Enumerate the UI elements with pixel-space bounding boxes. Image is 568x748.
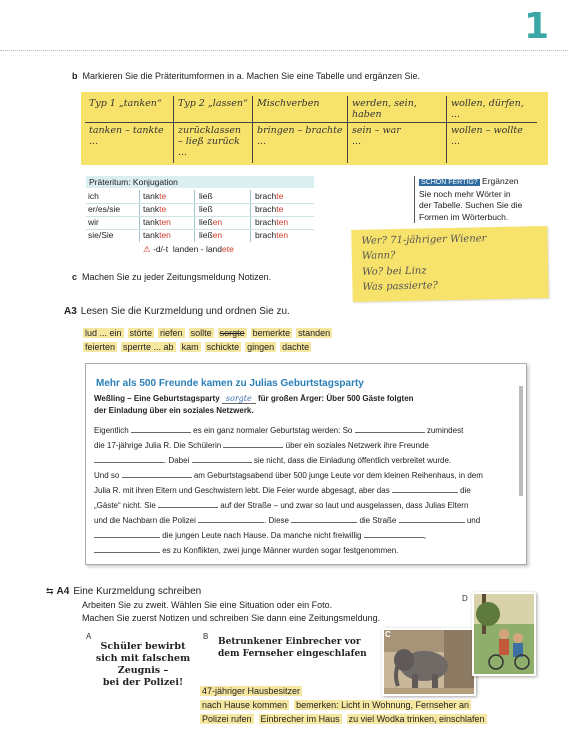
table-cell: zurücklassen – ließ zurück ... <box>174 123 253 164</box>
schon-fertig-box: SCHON FERTIG? Ergänzen Sie noch mehr Wörter in der Tabelle. Suchen Sie die Formen im Wörterbuch. <box>414 176 559 223</box>
conj-form: ließ <box>199 204 213 214</box>
header-divider <box>0 50 568 51</box>
table-cell: bringen – brachte ... <box>253 123 348 164</box>
note-item: Einbrecher im Haus <box>260 714 340 724</box>
news-article: Mehr als 500 Freunde kamen zu Julias Geburtstagsparty Weßling – Eine Geburtstagsparty sorgte für großen Ärger: Über 500 Gäste folgten der Einladung über ein soziales Netzwerk. Eigentlich es ein ganz normaler Geburtstag werden: So zumindest die 17-jährige Julia R. Die Schülerin über ein soziales Netzwerk ihre Freunde . Dabei sie nicht, dass die Einladung öffentlich verbreitet wurde. Und so am Geburtstagsabend über 500 junge Leute vor dem kleinen Reihenhaus, in dem Julia R. mit ihren Eltern und Geschwistern lebt. Die Feier wurde abgesagt, aber das die „Gäste“ nicht. Sie auf der Straße – und zwar so laut und ausgelassen, dass Julias Eltern und die Nachbarn die Polizei . Diese die Straße und die jungen Leute nach Hause. Da manche nicht freiwillig , es zu Konflikten, zwei junge Männer wurden sogar festgenommen. <box>85 363 527 565</box>
conj-form: tankten <box>143 217 171 227</box>
option-d-label: D <box>462 594 468 603</box>
note-item: nach Hause kommen <box>202 700 288 710</box>
conj-form: ließ <box>199 191 213 201</box>
notes-list <box>200 684 487 726</box>
option-a-card[interactable]: Schüler bewirbt sich mit falschem Zeugnis – bei der Polizei! <box>95 641 191 688</box>
conj-form: brachten <box>255 217 289 227</box>
article-line: Und so am Geburtstagsabend über 500 junge Leute vor dem kleinen Reihenhaus, in dem <box>94 471 483 480</box>
blank-field[interactable] <box>122 469 192 478</box>
note-item: 47-jähriger Hausbesitzer <box>202 686 301 696</box>
table-header-werden: werden, sein, haben <box>348 96 447 123</box>
article-line: Julia R. mit ihren Eltern und Geschwistern lebt. Die Feier wurde abgesagt, aber das die <box>94 486 471 495</box>
word: sollte <box>190 328 212 338</box>
conj-form: tankten <box>143 230 171 240</box>
task-b-text: Markieren Sie die Präteritumformen in a. Machen Sie eine Tabelle und ergänzen Sie. <box>82 71 421 81</box>
a4-title: Eine Kurzmeldung schreiben <box>73 586 202 597</box>
table-cell: tanken – tankte ... <box>85 123 174 164</box>
word: lud ... ein <box>85 328 122 338</box>
table-header-mischverben: Mischverben <box>253 96 348 123</box>
article-line: die 17-jährige Julia R. Die Schülerin über ein soziales Netzwerk ihre Freunde <box>94 441 429 450</box>
task-b-instruction <box>72 71 420 81</box>
note-item: Polizei rufen <box>202 714 252 724</box>
conj-form: tankte <box>143 204 167 214</box>
word: riefen <box>160 328 183 338</box>
word: bemerkte <box>252 328 291 338</box>
blank-field[interactable] <box>223 439 283 448</box>
blank-field[interactable] <box>94 544 160 553</box>
conj-form: brachte <box>255 204 284 214</box>
note-item: zu viel Wodka trinken, einschlafen <box>348 714 485 724</box>
a4-heading <box>46 586 201 597</box>
conj-form: ließen <box>199 217 223 227</box>
article-line: die jungen Leute nach Hause. Da manche nicht freiwillig , <box>94 529 426 540</box>
word: dachte <box>282 342 310 352</box>
blank-field[interactable] <box>392 484 458 493</box>
option-c-label: C <box>385 630 391 639</box>
article-lead: Weßling – Eine Geburtstagsparty sorgte für großen Ärger: Über 500 Gäste folgten <box>94 394 414 403</box>
example-fill: sorgte <box>222 394 256 404</box>
table-header-wollen: wollen, dürfen, ... <box>447 96 538 123</box>
conj-form: tankte <box>143 191 167 201</box>
a3-heading <box>64 306 290 317</box>
table-header-typ1: Typ 1 „tanken“ <box>85 96 174 123</box>
blank-field[interactable] <box>131 424 191 433</box>
blank-field[interactable] <box>94 454 164 463</box>
word: schickte <box>206 342 240 352</box>
blank-field[interactable] <box>192 454 252 463</box>
table-header-typ2: Typ 2 „lassen“ <box>174 96 253 123</box>
children-image <box>474 594 534 674</box>
a4-number: A4 <box>56 586 70 597</box>
article-line: . Dabei sie nicht, dass die Einladung öffentlich verbreitet wurde. <box>94 454 451 465</box>
a3-number: A3 <box>64 306 77 317</box>
partner-work-icon: ⇆ <box>46 586 54 596</box>
article-line: es zu Konflikten, zwei junge Männer wurden sogar festgenommen. <box>94 544 398 555</box>
blank-field[interactable] <box>94 529 160 538</box>
pronoun: ich <box>88 191 99 201</box>
schon-fertig-badge: SCHON FERTIG? <box>421 179 478 186</box>
option-b-card[interactable]: Betrunkener Einbrecher vor dem Fernseher eingeschlafen <box>218 637 367 659</box>
task-b-letter: b <box>72 71 78 81</box>
blank-field[interactable] <box>291 514 357 523</box>
word: störte <box>129 328 153 338</box>
page-number: 1 <box>524 6 550 47</box>
blank-field[interactable] <box>198 514 264 523</box>
warning-icon: ⚠ <box>143 244 151 254</box>
word: gingen <box>247 342 275 352</box>
table-cell: wollen – wollte ... <box>451 125 523 147</box>
blank-field[interactable] <box>355 424 425 433</box>
option-a-label: A <box>86 632 92 641</box>
blank-field[interactable] <box>399 514 465 523</box>
verb-type-table <box>81 92 548 165</box>
option-d-photo[interactable] <box>472 592 536 676</box>
word: kam <box>181 342 199 352</box>
conj-form: ließen <box>199 230 223 240</box>
conjugation-table <box>86 190 314 256</box>
conjugation-note: ⚠ -d/-t landen - landete <box>143 244 234 254</box>
word-bank <box>83 326 350 354</box>
a3-title: Lesen Sie die Kurzmeldung und ordnen Sie zu. <box>80 306 290 317</box>
task-c-instruction: c Machen Sie zu jeder Zeitungsmeldung Notizen. <box>72 272 272 282</box>
note-item: bemerken: Licht in Wohnung, Fernseher an <box>296 700 469 710</box>
blank-field[interactable] <box>158 499 218 508</box>
article-title: Mehr als 500 Freunde kamen zu Julias Geburtstagsparty <box>96 378 364 389</box>
table-cell: sein – war ... <box>348 123 447 164</box>
conj-form: brachten <box>255 230 289 240</box>
blank-field[interactable] <box>364 529 424 538</box>
word: standen <box>298 328 331 338</box>
article-line: Eigentlich es ein ganz normaler Geburtstag werden: So zumindest <box>94 426 464 435</box>
word: feierten <box>85 342 116 352</box>
conj-form: brachte <box>255 191 284 201</box>
scrollbar[interactable] <box>519 386 523 496</box>
article-line: „Gäste“ nicht. Sie auf der Straße – und zwar so laut und ausgelassen, dass Julias Eltern <box>94 501 469 510</box>
a4-instructions: Arbeiten Sie zu zweit. Wählen Sie eine Situation oder ein Foto. Machen Sie zuerst Notizen und schreiben Sie dann eine Zeitungsmeldung. <box>82 600 381 623</box>
task-c-letter: c <box>72 272 78 282</box>
pronoun: sie/Sie <box>88 230 114 240</box>
word-used: sorgte <box>219 328 245 338</box>
article-line: und die Nachbarn die Polizei . Diese die Straße und <box>94 516 481 525</box>
option-b-label: B <box>203 632 209 641</box>
sticky-note: Wer? 71-jähriger Wiener Wann? Wo? bei Linz Was passierte? <box>351 226 548 302</box>
word: sperrte ... ab <box>123 342 174 352</box>
pronoun: wir <box>88 217 99 227</box>
conjugation-header: Präteritum: Konjugation <box>86 176 314 188</box>
pronoun: er/es/sie <box>88 204 121 214</box>
